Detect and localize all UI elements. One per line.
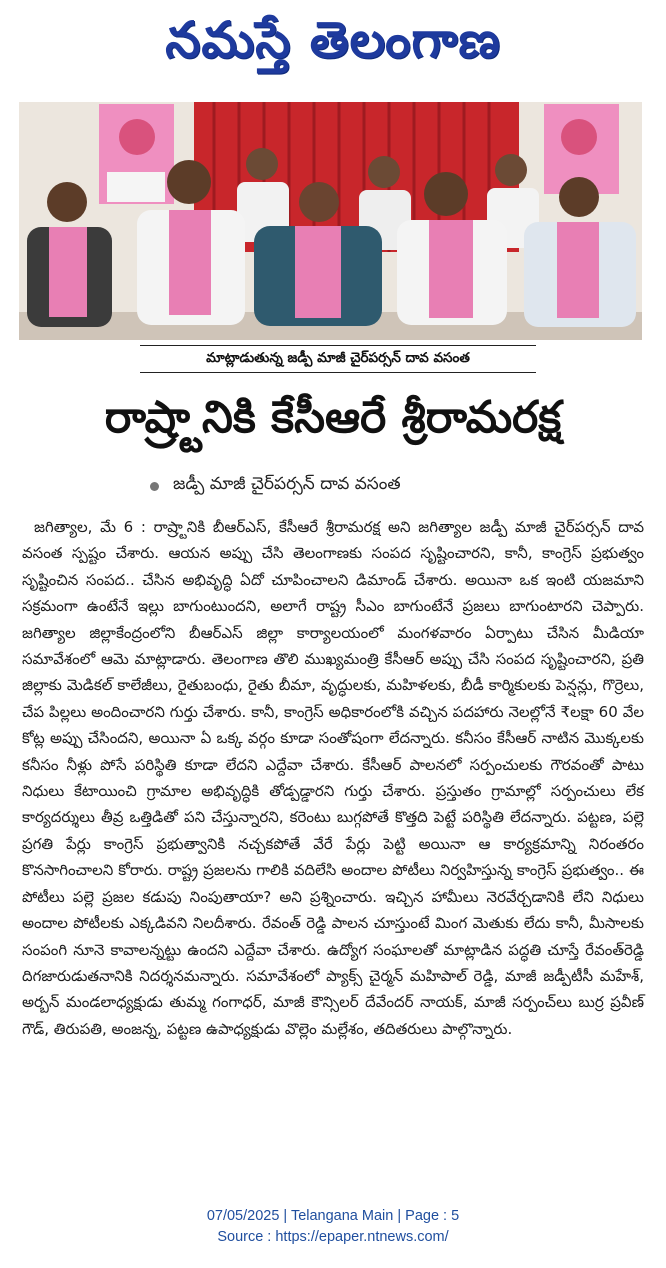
- footer-date-page: 07/05/2025 | Telangana Main | Page : 5: [206, 1208, 460, 1224]
- press-photo-illustration: [19, 102, 642, 340]
- bullet-icon: [150, 482, 159, 491]
- subhead-text: జడ్పీ మాజీ చైర్‌పర్సన్‌ దావ వసంత: [173, 474, 401, 494]
- newspaper-logo: నమస్తే తెలంగాణ: [165, 10, 501, 69]
- press-photo: [19, 102, 642, 340]
- article-body: జగిత్యాల, మే 6 : రాష్ర్టానికి బీఆర్‌ఎస్‌, కేసీఆరే శ్రీరామరక్ష అని జగిత్యాల జడ్పీ మాజీ చైర్‌పర్సన్‌ దావ వసంత స్పష్టం చేశారు. ఆయన అప్పు చేసి తెలంగాణకు సంపద సృష్టించారని, కానీ, కాంగ్రెస్‌ ప్రభుత్వం సృష్టించిన సంపద.. చేసిన అభివృద్ధి ఏదో చూపించాలని డిమాండ్‌ చేశారు. అయినా ఒక ఇంటి యజమాని సక్రమంగా ఉంటేనే ఇల్లు బాగుంటుందని, అలాగే రాష్ట్ర సీఎం బాగుంటేనే ప్రజలు బాగుంటారని చెప్పారు. జగిత్యాల జిల్లాకేంద్రంలోని బీఆర్‌ఎస్‌ జిల్లా కార్యాలయంలో మంగళవారం ఏర్పాటు చేసిన మీడియా సమావేశంలో ఆమె మాట్లాడారు. తెలంగాణ తొలి ముఖ్యమంత్రి కేసీఆర్‌ అప్పు చేసి సంపద సృష్టించారని, ప్రతి జిల్లాకు మెడికల్‌ కాలేజీలు, రైతుబంధు, రైతు బీమా, వృద్ధులకు, మహిళలకు, బీడీ కార్మికులకు పెన్షన్లు, గొర్రెలు, చేప పిల్లలు అందించారని గుర్తు చేశారు. కానీ, కాంగ్రెస్‌ అధికారంలోకి వచ్చిన పదహారు నెలల్లోనే ₹లక్షా 60 వేల కోట్ల అప్పు చేసిందని, అయినా ఏ ఒక్క వర్గం కూడా సంతోషంగా లేదన్నారు. కనీసం కేసీఆర్‌ నాటిన మొక్కలకు కనీసం నీళ్లు పోసే పరిస్థితి కూడా లేదని ఎద్దేవా చేశారు. కేసీఆర్‌ పాలనలో సర్పంచులకు గౌరవంతో పాటు నిధులు కేటాయించి గ్రామాల అభివృద్ధికి తోడ్పడ్డారని గుర్తు చేశారు. ప్రస్తుతం గ్రామాల్లో సర్పంచులు లేక కార్యదర్శులు తీవ్ర ఒత్తిడితో పని చేస్తున్నారని, కరెంటు బుగ్గపోతే కొత్తది పెట్టే పరిస్థితి లేదన్నారు. పట్టణ, పల్లె ప్రగతి పేర్లు కాంగ్రెస్‌ ప్రభుత్వానికి నచ్చకపోతే వేరే పేర్లు పెట్టి అయినా ఆ కార్యక్రమాన్ని నిరంతరం కొనసాగించాలని కోరారు. రాష్ట్ర ప్రజలను గాలికి వదిలేసి అందాల పోటీలు నిర్వహిస్తున్న కాంగ్రెస్‌ ప్రభుత్వం.. ఈ పోటీలు పల్లె ప్రజల కడుపు నింపుతాయా? అని ప్రశ్నించారు. ఇచ్చిన హామీలు నెరవేర్చడానికి లేని నిధులు అందాల పోటీలకు ఎక్కడివని నిలదీశారు. రేవంత్‌ రెడ్డి పాలన చూస్తుంటే మింగ మెతుకు లేదు కానీ, మీసాలకు సంపంగి నూనె కావాలన్నట్టు ఉందని ఎద్దేవా చేశారు. ఉద్యోగ సంఘాలతో మాట్లాడిన పద్ధతి చూస్తే రేవంత్‌రెడ్డి దిగజారుడుతనానికి నిదర్శనమన్నారు. సమావేశంలో ప్యాక్స్‌ చైర్మన్‌ మహిపాల్‌ రెడ్డి, మాజీ జడ్పీటీసీ మహేశ్‌, అర్బన్‌ మండలాధ్యక్షుడు తుమ్మ గంగాధర్‌, మాజీ కౌన్సిలర్‌ దేవేందర్‌ నాయక్‌, మాజీ సర్పంచ్‌లు బుర్ర ప్రవీణ్‌ గౌడ్‌, తిరుపతి, అంజన్న, పట్టణ ఉపాధ్యక్షుడు వొల్లెం మల్లేశం, తదితరులు పాల్గొన్నారు.: [22, 518, 644, 1038]
- article-headline: రాష్ర్టానికి కేసీఆరే శ్రీరామరక్ష: [104, 392, 562, 443]
- footer-source[interactable]: Source : https://epaper.ntnews.com/: [217, 1229, 449, 1245]
- photo-caption-bar: [140, 345, 536, 373]
- photo-caption: మాట్లాడుతున్న జడ్పీ మాజీ చైర్‌పర్సన్‌ దావ వసంత: [206, 349, 470, 366]
- article-subhead: [150, 472, 550, 500]
- masthead: [0, 0, 666, 92]
